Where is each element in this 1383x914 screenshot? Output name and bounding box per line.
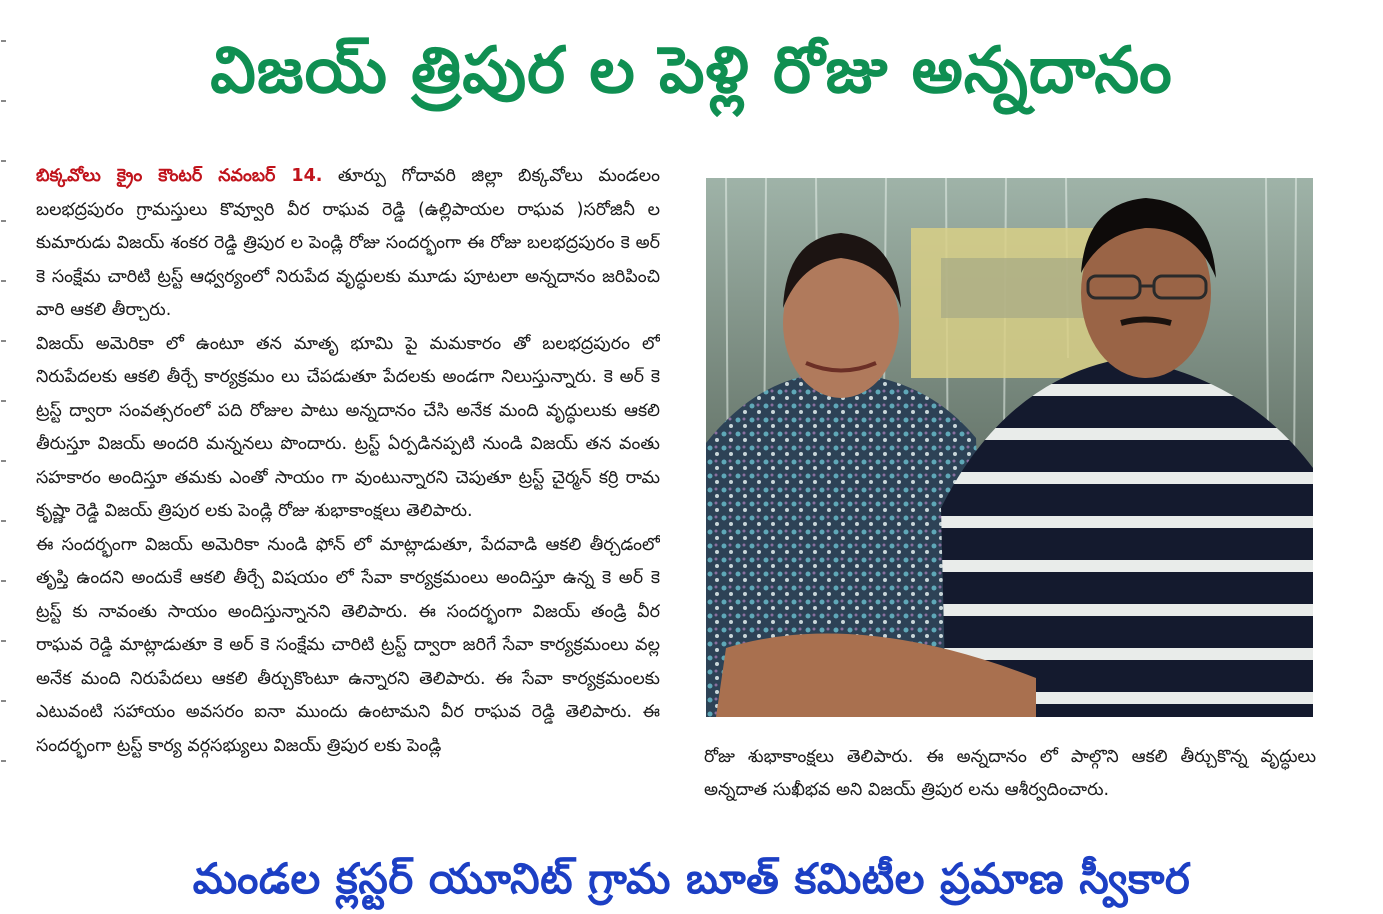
- photo-side-text: రోజు శుభాకాంక్షలు తెలిపారు. ఈ అన్నదానం లో పాల్గొని ఆకలి తీర్చుకొన్న వృద్ధులు అన్నదాత సుఖీభవ అని విజయ్ త్రిపుర లను ఆశీర్వదించారు.: [704, 747, 1316, 800]
- article-paragraph: [36, 160, 660, 328]
- headline: విజయ్ త్రిపుర ల పెళ్లి రోజు అన్నదానం: [210, 34, 1173, 108]
- couple-photo: [706, 178, 1313, 717]
- next-headline: మండల క్లస్టర్ యూనిట్ గ్రామ బూత్ కమిటీల ప్రమాణ స్వీకార: [192, 854, 1191, 903]
- dateline: బిక్కవోలు క్రైం కౌంటర్ నవంబర్ 14.: [36, 166, 323, 186]
- paragraph-text: తూర్పు గోదావరి జిల్లా బిక్కవోలు మండలం బలభద్రపురం గ్రామస్తులు కొవ్వూరి వీర రాఘవ రెడ్డి (ఉల్లిపాయల రాఘవ )సరోజినీ ల కుమారుడు విజయ్ శంకర రెడ్డి త్రిపుర ల పెండ్లి రోజు సందర్భంగా ఈ రోజు బలభద్రపురం కె అర్ కె సంక్షేమ చారిటి ట్రస్ట్ ఆధ్వర్యంలో నిరుపేద వృద్ధులకు మూడు పూటలా అన్నదానం జరిపించి వారి ఆకలి తీర్చారు.: [36, 166, 660, 320]
- article-paragraph: విజయ్ అమెరికా లో ఉంటూ తన మాతృ భూమి పై మమకారం తో బలభద్రపురం లో నిరుపేదలకు ఆకలి తీర్చే కార్యక్రమం లు చేపడుతూ పేదలకు అండగా నిలుస్తున్నారు. కె అర్ కె ట్రస్ట్ ద్వారా సంవత్సరంలో పది రోజుల పాటు అన్నదానం చేసి అనేక మంది వృద్ధులుకు ఆకలి తీరుస్తూ విజయ్ అందరి మన్ననలు పొందారు. ట్రస్ట్ ఏర్పడినప్పటి నుండి విజయ్ తన వంతు సహకారం అందిస్తూ తమకు ఎంతో సాయం గా వుంటున్నారని చెపుతూ ట్రస్ట్ చైర్మన్ కర్రి రామ కృష్ణా రెడ్డి విజయ్ త్రిపుర లకు పెండ్లి రోజు శుభాకాంక్షలు తెలిపారు.: [36, 333, 660, 521]
- page-edge-marks: [0, 40, 8, 860]
- article-paragraph: ఈ సందర్భంగా విజయ్ అమెరికా నుండి ఫోన్ లో మాట్లాడుతూ, పేదవాడి ఆకలి తీర్చడంలో తృప్తి ఉందని అందుకే ఆకలి తీర్చే విషయం లో సేవా కార్యక్రమంలు అందిస్తూ ఉన్న కె అర్ కె ట్రస్ట్ కు నావంతు సాయం అందిస్తున్నానని తెలిపారు. ఈ సందర్భంగా విజయ్ తండ్రి వీర రాఘవ రెడ్డి మాట్లాడుతూ కె అర్ కె సంక్షేమ చారిటి ట్రస్ట్ ద్వారా జరిగే సేవా కార్యక్రమంలు వల్ల అనేక మంది నిరుపేదలు ఆకలి తీర్చుకొంటూ ఉన్నారని తెలిపారు. ఈ సేవా కార్యక్రమంలకు ఎటువంటి సహాయం అవసరం ఐనా ముందు ఉంటామని వీర రాఘవ రెడ్డి తెలిపారు. ఈ సందర్భంగా ట్రస్ట్ కార్య వర్గసభ్యులు విజయ్ త్రిపుర లకు పెండ్లి: [36, 534, 660, 756]
- couple-photo-illustration: [706, 178, 1313, 717]
- cropped-previous-text: [40, 0, 680, 8]
- article-body: [36, 160, 660, 828]
